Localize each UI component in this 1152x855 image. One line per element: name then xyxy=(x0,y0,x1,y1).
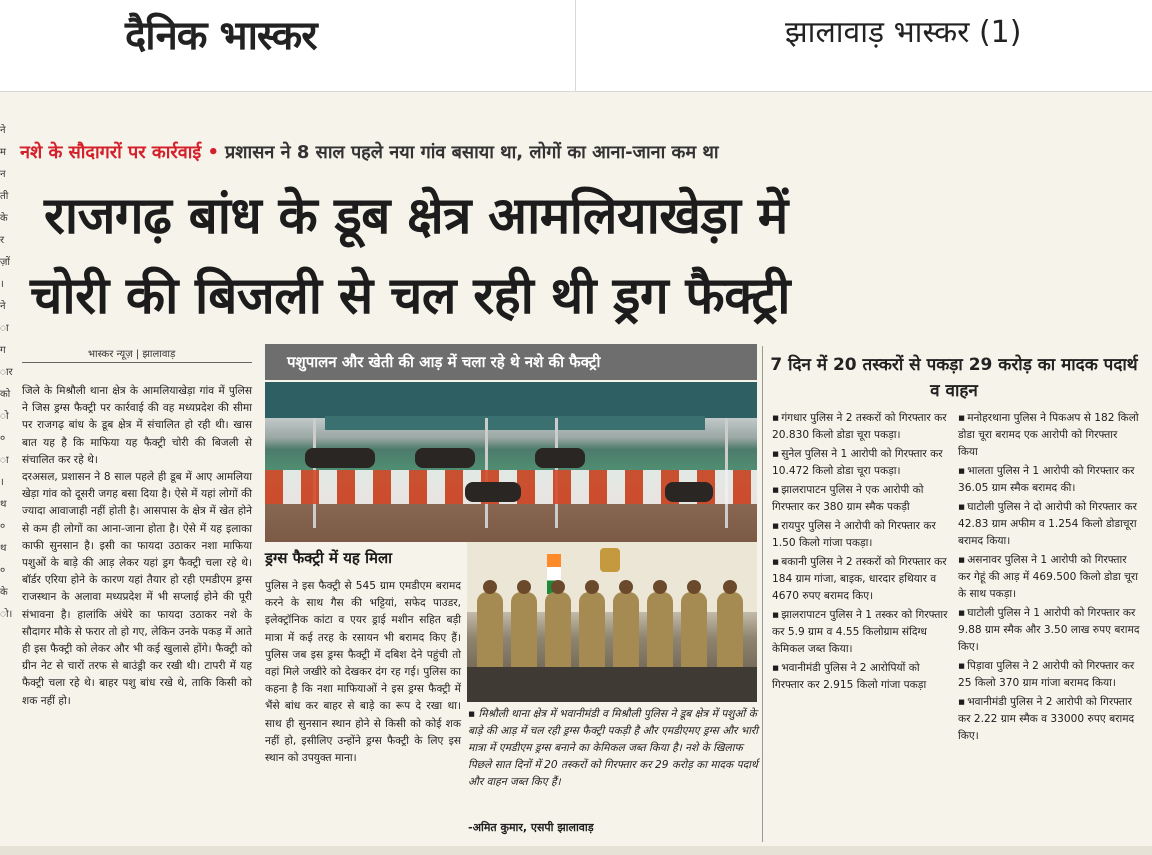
seizure-list-item: ▪ सुनेल पुलिस ने 1 आरोपी को गिरफ्तार कर 10.472 किलो डोडा चूरा पकड़ा। xyxy=(772,446,950,480)
seizure-list-item: ▪ मनोहरथाना पुलिस ने पिकअप से 182 किलो डोडा चूरा बरामद एक आरोपी को गिरफ्तार किया xyxy=(958,410,1140,461)
sub-heading: ड्रग्स फैक्ट्री में यह मिला xyxy=(265,549,392,567)
seizure-list-item: ▪ गंगधार पुलिस ने 2 तस्करों को गिरफ्तार कर 20.830 किलो डोडा चूरा पकड़ा। xyxy=(772,410,950,444)
byline-rule xyxy=(22,362,252,363)
edge-fragment: ा xyxy=(0,323,9,334)
tarp-shape xyxy=(325,416,705,430)
quote-attribution: -अमित कुमार, एसपी झालावाड़ xyxy=(468,821,594,834)
edge-fragment: । xyxy=(0,477,4,488)
article-column-1 xyxy=(22,383,252,710)
edge-fragment: म xyxy=(0,147,6,158)
edge-fragment: ० xyxy=(0,433,6,444)
app-header xyxy=(0,0,1152,92)
officer-figure xyxy=(681,592,707,672)
edge-fragment: को xyxy=(0,389,11,400)
seizure-list-item: ▪ झालरापाटन पुलिस ने 1 तस्कर को गिरफ्तार कर 5.9 ग्राम व 4.55 किलोग्राम संदिग्ध केमिकल जब्त किया। xyxy=(772,607,950,658)
buffalo-shape xyxy=(415,448,475,468)
seizure-list-item: ▪ बकानी पुलिस ने 2 तस्करों को गिरफ्तार कर 184 ग्राम गांजा, बाइक, धारदार हथियार व 4670 रुपए बरामद किए। xyxy=(772,554,950,605)
emblem-icon xyxy=(600,548,620,572)
edge-fragment: थ xyxy=(0,499,7,510)
page-bottom-edge xyxy=(0,846,1152,855)
tarp-shape xyxy=(265,382,757,418)
kicker-text: प्रशासन ने 8 साल पहले नया गांव बसाया था, लोगों का आना-जाना कम था xyxy=(225,142,719,163)
paragraph-2: दरअसल, प्रशासन ने 8 साल पहले ही डूब में आए आमलिया खेड़ा गांव को दूसरी जगह बसा दिया है। ऐसे में यहां लोगों की ज्यादा आवाजाही नहीं होती है। आसपास के क्षेत्र में खेत होने से कम ही लोगों का आना-जाना होता है। ऐसे में यह इलाका काफी सुनसान है। इसी का फायदा उठाकर नशा माफिया पशुओं के बाड़े की आड़ लेकर यहां ड्रग फैक्ट्री चला रहे थे। बॉर्डर एरिया होने के कारण यहां तैयार हो रही एमडीएम ड्रग्स राजस्थान के अलावा मध्यप्रदेश में भी सप्लाई होने की पूरी संभावना है। हालांकि अंधेरे का फायदा उठाकर नशे के सौदागर मौके से फरार तो हो गए, लेकिन उनके पकड़ में आते ही इस फैक्ट्री को लेकर और भी कई खुलासे होंगे। फैक्ट्री को ग्रीन नेट से चारों तरफ से बाउंड्री कर रखी थी। टापरी में यह फैक्ट्री चला रहे थे। बाहर पशु बांध रखे थे, ताकि किसी को शक नहीं हो। xyxy=(22,471,252,707)
edge-fragment: ा xyxy=(0,455,9,466)
edge-fragment: ने xyxy=(0,301,6,312)
seized-items-table xyxy=(467,667,757,702)
edge-fragment: थ xyxy=(0,543,7,554)
officer-figure xyxy=(613,592,639,672)
kicker-line xyxy=(20,140,719,170)
edge-fragment: ग xyxy=(0,345,6,356)
officer-figure xyxy=(579,592,605,672)
seizure-list-item: ▪ भवानीमंडी पुलिस ने 2 आरोपियों को गिरफ्तार कर 2.915 किलो गांजा पकड़ा xyxy=(772,660,950,694)
edge-fragment: ० xyxy=(0,565,6,576)
edge-fragment: ार xyxy=(0,367,13,378)
kicker-label: नशे के सौदागरों पर कार्रवाई • xyxy=(20,142,220,163)
byline: भास्कर न्यूज़ | झालावाड़ xyxy=(88,349,176,360)
edge-fragment: । xyxy=(0,279,4,290)
photo-caption: ▪ मिश्रौली थाना क्षेत्र में भवानीमंडी व मिश्रौली पुलिस ने डूब क्षेत्र में पशुओं के बाड़े की आड़ में चल रही ड्रग्स फैक्ट्री पकड़ी है और एमडीएमए ड्रग्स और भारी मात्रा में एमडीएम ड्रग्स बनाने का केमिकल जब्त किया है। नशे के खिलाफ पिछले सात दिनों में 20 तस्करों को गिरफ्तार कर 29 करोड़ का मादक पदार्थ और वाहन जब्त किए हैं। xyxy=(468,708,759,788)
paragraph-1: जिले के मिश्रौली थाना क्षेत्र के आमलियाखेड़ा गांव में पुलिस ने जिस ड्रग्स फैक्ट्री पर कार्रवाई की वह मध्यप्रदेश की सीमा पर राजगढ़ बांध के डूब क्षेत्र में संचालित हो रही थी। खास बात यह है कि माफिया यह फैक्ट्री चोरी की बिजली से संचालित कर रहे थे। xyxy=(22,385,252,466)
seizure-list-item: ▪ पिड़ावा पुलिस ने 2 आरोपी को गिरफ्तार कर 25 किलो 370 ग्राम गांजा बरामद किया। xyxy=(958,658,1140,692)
seizure-list-item: ▪ घाटोली पुलिस ने दो आरोपी को गिरफ्तार कर 42.83 ग्राम अफीम व 1.254 किलो डोडाचूरा बरामद किया। xyxy=(958,499,1140,550)
seizure-list-item: ▪ घाटोली पुलिस ने 1 आरोपी को गिरफ्तार कर 9.88 ग्राम स्मैक और 3.50 लाख रुपए बरामद किए। xyxy=(958,605,1140,656)
buffalo-shape xyxy=(535,448,585,468)
edge-fragment: ने xyxy=(0,125,6,136)
buffalo-shape xyxy=(665,482,713,502)
seizure-list-right xyxy=(958,410,1140,747)
edge-fragment: ती xyxy=(0,191,9,202)
edge-fragment: न xyxy=(0,169,6,180)
article-column-2: पुलिस ने इस फैक्ट्री से 545 ग्राम एमडीएम बरामद करने के साथ गैस की भट्टियां, सफेद पाउडर, इलेक्ट्रॉनिक कांटा व एयर ड्राई मशीन सहित बड़ी मात्रा में कई तरह के रसायन भी बरामद किए हैं। पुलिस जब इस ड्रग्स फैक्ट्री में दबिश देने पहुंची तो वहां मिले जखीरे को देखकर दंग रह गई। पुलिस का कहना है कि नशा माफियाओं ने इस ड्रग्स फैक्ट्री में भैंसे बांध कर बाहर से बाड़े का रूप दे रखा था। साथ ही सुनसान स्थान होने से किसी को कोई शक नहीं हो, इसीलिए उन्होंने ड्रग्स फैक्ट्री के लिए इस स्थान को उपयुक्त माना। xyxy=(265,580,461,765)
edition-title[interactable]: झालावाड़ भास्कर (1) xyxy=(785,15,1022,50)
officer-figure xyxy=(511,592,537,672)
edge-fragment: ो। xyxy=(0,609,13,620)
edge-fragment: ो xyxy=(0,411,9,422)
edge-fragment: ० xyxy=(0,521,6,532)
seizure-list-item: ▪ रायपुर पुलिस ने आरोपी को गिरफ्तार कर 1.50 किलो गांजा पकड़ा। xyxy=(772,518,950,552)
edge-fragment: ज़ों xyxy=(0,257,11,268)
headline-line-2: चोरी की बिजली से चल रही थी ड्रग फैक्ट्री xyxy=(30,267,790,326)
edge-fragment: र xyxy=(0,235,5,246)
seizure-list-item: ▪ झालरापाटन पुलिस ने एक आरोपी को गिरफ्तार कर 380 ग्राम स्मैक पकड़ी xyxy=(772,482,950,516)
header-divider xyxy=(575,0,576,92)
seizure-list-item: ▪ भवानीमंडी पुलिस ने 2 आरोपी को गिरफ्तार कर 2.22 ग्राम स्मैक व 33000 रुपए बरामद किए। xyxy=(958,694,1140,745)
officer-figure xyxy=(647,592,673,672)
cattle-shed-photo[interactable] xyxy=(265,382,757,542)
police-team-photo[interactable] xyxy=(467,542,757,702)
seizure-list-item: ▪ असनावर पुलिस ने 1 आरोपी को गिरफ्तार कर गेहूं की आड़ में 469.500 किलो डोडा चूरा के साथ पकड़ा। xyxy=(958,552,1140,603)
buffalo-shape xyxy=(305,448,375,468)
officer-figure xyxy=(717,592,743,672)
headline-line-1: राजगढ़ बांध के डूब क्षेत्र आमलियाखेड़ा में xyxy=(44,187,788,246)
buffalo-shape xyxy=(465,482,521,502)
newspaper-logo[interactable]: दैनिक भास्कर xyxy=(125,13,317,59)
photo-caption-banner: पशुपालन और खेती की आड़ में चला रहे थे नशे की फैक्ट्री xyxy=(265,344,757,380)
officer-figure xyxy=(545,592,571,672)
seizure-list-item: ▪ भालता पुलिस ने 1 आरोपी को गिरफ्तार कर 36.05 ग्राम स्मैक बरामद की। xyxy=(958,463,1140,497)
sidebar-title: 7 दिन में 20 तस्करों से पकड़ा 29 करोड़ का मादक पदार्थ व वाहन xyxy=(770,355,1138,401)
edge-fragment: के xyxy=(0,587,8,598)
adjacent-column-fragment xyxy=(0,120,14,840)
edge-fragment: के xyxy=(0,213,8,224)
seizure-list-left xyxy=(772,410,950,696)
officer-figure xyxy=(477,592,503,672)
sidebar-divider xyxy=(762,346,763,842)
